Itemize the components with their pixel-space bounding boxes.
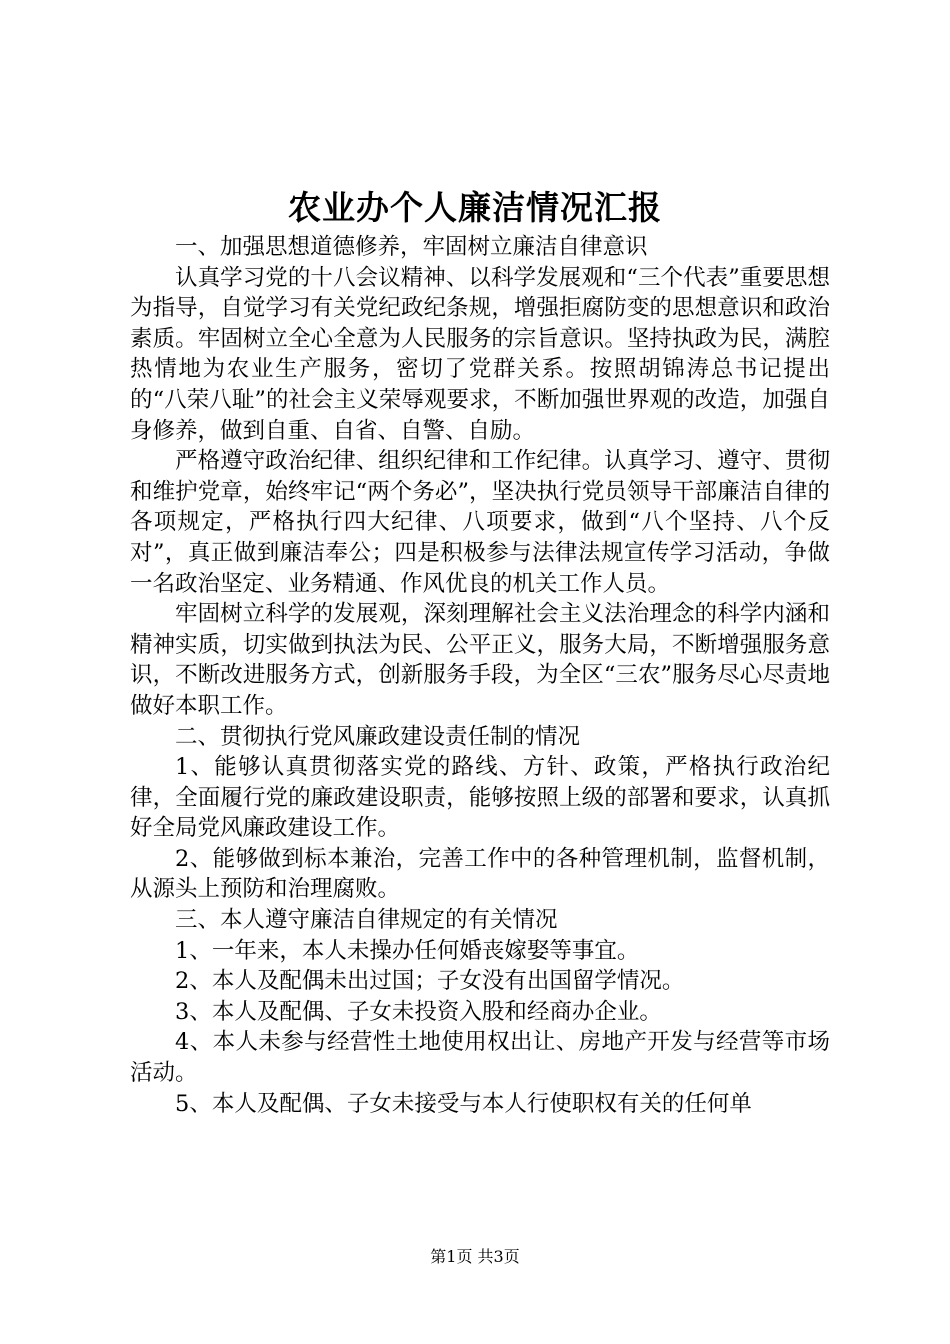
paragraph: 严格遵守政治纪律、组织纪律和工作纪律。认真学习、遵守、贯彻和维护党章，始终牢记“两个务必”，坚决执行党员领导干部廉洁自律的各项规定，严格执行四大纪律、八项要求，做到“八个坚持、八个反对”，真正做到廉洁奉公；四是积极参与法律法规宣传学习活动，争做一名政治坚定、业务精通、作风优良的机关工作人员。 [130,448,830,597]
list-item: 3、本人及配偶、子女未投资入股和经商办企业。 [175,998,662,1025]
page-footer: 第1页 共3页 [430,1247,520,1266]
list-item: 2、本人及配偶未出过国；子女没有出国留学情况。 [175,968,685,995]
section-heading-2: 二、贯彻执行党风廉政建设责任制的情况 [175,723,581,750]
paragraph: 1、能够认真贯彻落实党的路线、方针、政策，严格执行政治纪律，全面履行党的廉政建设职责，能够按照上级的部署和要求，认真抓好全局党风廉政建设工作。 [130,754,830,842]
paragraph: 2、能够做到标本兼治，完善工作中的各种管理机制，监督机制，从源头上预防和治理腐败。 [130,845,830,903]
section-heading-1: 一、加强思想道德修养，牢固树立廉洁自律意识 [175,234,648,260]
list-item: 4、本人未参与经营性土地使用权出让、房地产开发与经营等市场活动。 [130,1029,830,1087]
section-heading-3: 三、本人遵守廉洁自律规定的有关情况 [175,907,558,934]
document-body [130,232,830,1119]
paragraph: 认真学习党的十八会议精神、以科学发展观和“三个代表”重要思想为指导，自觉学习有关党纪政纪条规，增强拒腐防变的思想意识和政治素质。牢固树立全心全意为人民服务的宗旨意识。坚持执政为民，满腔热情地为农业生产服务，密切了党群关系。按照胡锦涛总书记提出的“八荣八耻”的社会主义荣辱观要求，不断加强世界观的改造，加强自身修养，做到自重、自省、自警、自励。 [130,264,830,444]
document-title: 农业办个人廉洁情况汇报 [288,188,662,227]
list-item: 1、一年来，本人未操办任何婚丧嫁娶等事宜。 [175,937,640,964]
list-item: 5、本人及配偶、子女未接受与本人行使职权有关的任何单 [175,1090,752,1117]
paragraph: 牢固树立科学的发展观，深刻理解社会主义法治理念的科学内涵和精神实质，切实做到执法为民、公平正义，服务大局，不断增强服务意识，不断改进服务方式，创新服务手段，为全区“三农”服务尽心尽责地做好本职工作。 [130,601,830,719]
